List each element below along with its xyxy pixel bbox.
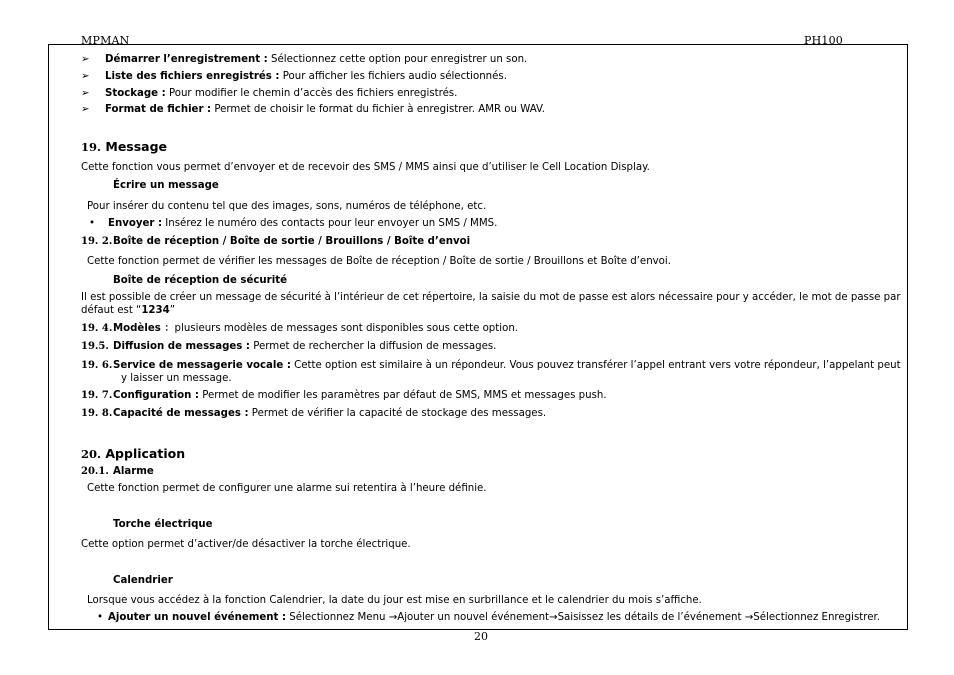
subsection-templates: 19. 4.Modèles ：plusieurs modèles de messages sont disponibles sous cette option.: [81, 323, 519, 334]
paragraph: Cette option permet d’activer/de désactiver la torche électrique.: [81, 539, 411, 550]
paragraph: Lorsque vous accédez à la fonction Calendrier, la date du jour est mise en surbrillance et le calendrier du mois s’affiche.: [87, 595, 702, 606]
paragraph: défaut est “1234”: [81, 305, 175, 316]
paragraph: Cette fonction vous permet d’envoyer et de recevoir des SMS / MMS ainsi que d’utiliser le Cell Location Display.: [81, 162, 650, 173]
paragraph: Cette fonction permet de configurer une alarme sui retentira à l’heure définie.: [87, 483, 487, 494]
default-password: 1234: [141, 305, 170, 316]
arrow-bullet-icon: ➢: [81, 54, 90, 65]
header-brand: MPMAN: [81, 34, 130, 47]
arrow-bullet-icon: ➢: [81, 71, 90, 82]
subheading-torch: Torche électrique: [113, 519, 213, 530]
header-model: PH100: [804, 34, 843, 47]
list-item: ➢ Liste des fichiers enregistrés : Pour afficher les fichiers audio sélectionnés.: [81, 71, 507, 82]
list-item: • Ajouter un nouvel événement : Sélectionnez Menu →Ajouter un nouvel événement→Saisissez les détails de l’événement →Sélectionnez Enregistrer.: [97, 612, 880, 623]
subheading-write-message: Écrire un message: [113, 180, 219, 191]
list-item: ➢ Stockage : Pour modifier le chemin d’accès des fichiers enregistrés.: [81, 88, 458, 99]
subheading-inbox: 19. 2.Boîte de réception / Boîte de sortie / Brouillons / Boîte d’envoi: [81, 236, 471, 247]
subheading-secure-inbox: Boîte de réception de sécurité: [113, 275, 287, 286]
subheading-alarm: 20.1. Alarme: [81, 466, 154, 477]
bullet-icon: •: [89, 218, 96, 229]
page-number: 20: [474, 630, 488, 643]
section-heading-application: 20. Application: [81, 446, 186, 461]
list-item: ➢ Format de fichier : Permet de choisir le format du fichier à enregistrer. AMR ou WAV.: [81, 104, 545, 115]
subsection-capacity: 19. 8.Capacité de messages : Permet de vérifier la capacité de stockage des messages.: [81, 408, 547, 419]
list-item: • Envoyer : Insérez le numéro des contacts pour leur envoyer un SMS / MMS.: [89, 218, 498, 229]
bullet-icon: •: [97, 612, 104, 623]
subsection-voicemail: 19. 6.Service de messagerie vocale : Cette option est similaire à un répondeur. Vous pouvez transférer l’appel entrant vers votre répondeur, l’appelant peut: [81, 360, 901, 371]
subsection-configuration: 19. 7.Configuration : Permet de modifier les paramètres par défaut de SMS, MMS et messages push.: [81, 390, 607, 401]
subsection-broadcast: 19.5. Diffusion de messages : Permet de rechercher la diffusion de messages.: [81, 341, 497, 352]
list-item: ➢ Démarrer l’enregistrement : Sélectionnez cette option pour enregistrer un son.: [81, 54, 528, 65]
section-heading-message: 19. Message: [81, 139, 168, 154]
arrow-bullet-icon: ➢: [81, 104, 90, 115]
arrow-bullet-icon: ➢: [81, 88, 90, 99]
paragraph: y laisser un message.: [121, 373, 232, 384]
paragraph: Il est possible de créer un message de sécurité à l’intérieur de cet répertoire, la saisie du mot de passe est alors nécessaire pour y accéder, le mot de passe par: [81, 292, 901, 303]
paragraph: Pour insérer du contenu tel que des images, sons, numéros de téléphone, etc.: [87, 201, 487, 212]
subheading-calendar: Calendrier: [113, 575, 173, 586]
paragraph: Cette fonction permet de vérifier les messages de Boîte de réception / Boîte de sortie / Brouillons et Boîte d’envoi.: [87, 256, 671, 267]
